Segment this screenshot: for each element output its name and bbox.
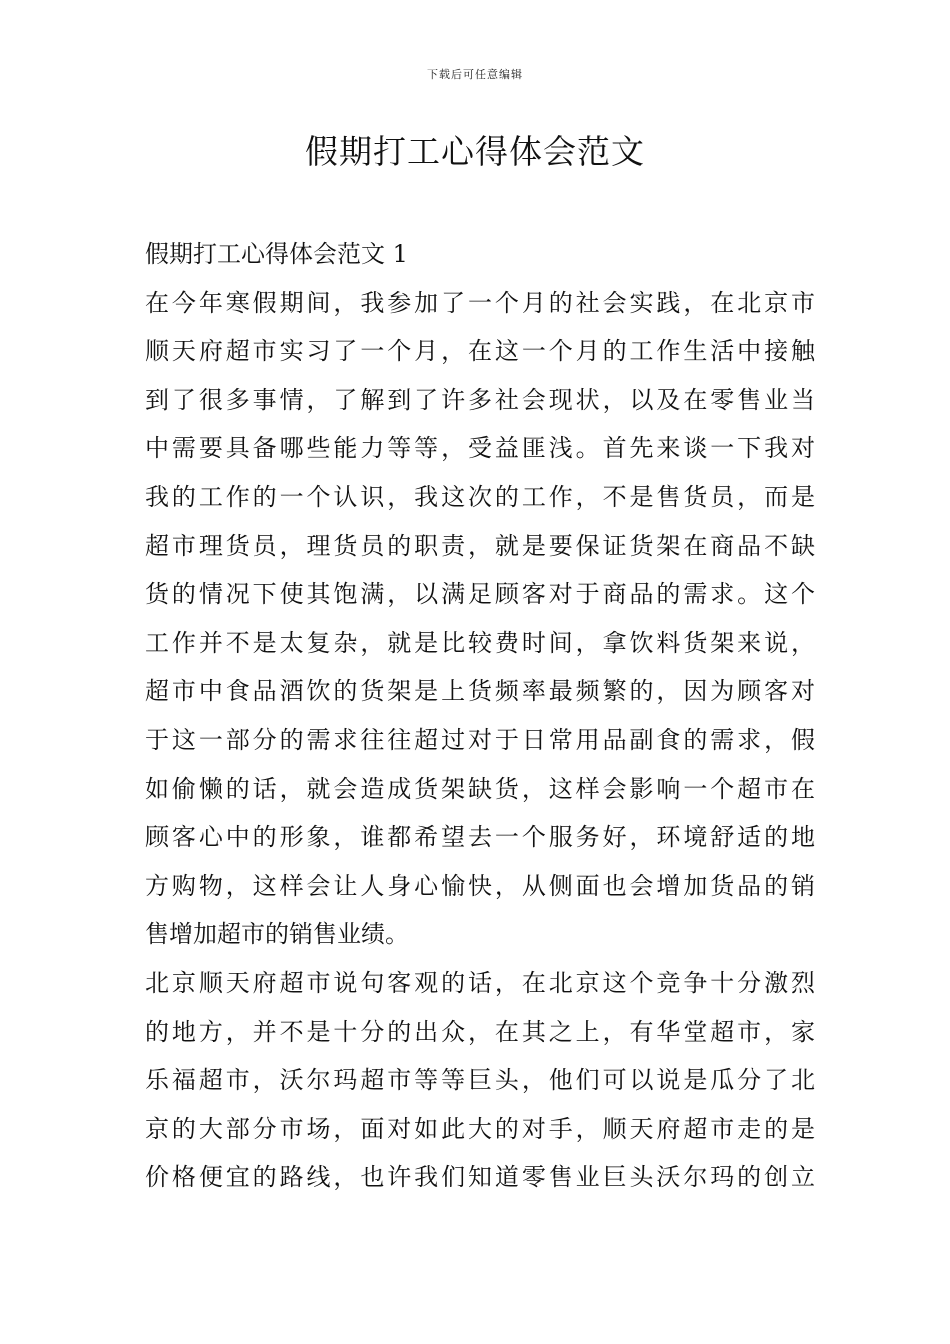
document-title: 假期打工心得体会范文 <box>305 132 645 171</box>
text-line: 的地方，并不是十分的出众，在其之上，有华堂超市，家 <box>145 1017 815 1046</box>
text-line: 超市理货员，理货员的职责，就是要保证货架在商品不缺 <box>145 531 815 560</box>
text-line: 售增加超市的销售业绩。 <box>145 920 409 949</box>
text-line: 在今年寒假期间，我参加了一个月的社会实践，在北京市 <box>145 288 815 317</box>
text-line: 我的工作的一个认识，我这次的工作，不是售货员，而是 <box>145 482 815 511</box>
text-line: 顾客心中的形象，谁都希望去一个服务好，环境舒适的地 <box>145 823 815 852</box>
text-line: 京的大部分市场，面对如此大的对手，顺天府超市走的是 <box>145 1114 815 1143</box>
text-line: 货的情况下使其饱满，以满足顾客对于商品的需求。这个 <box>145 580 815 609</box>
text-line: 顺天府超市实习了一个月，在这一个月的工作生活中接触 <box>145 337 815 366</box>
text-line: 于这一部分的需求往往超过对于日常用品副食的需求，假 <box>145 725 815 754</box>
paragraph-2 <box>145 959 815 1202</box>
document-body <box>145 230 815 1202</box>
text-line: 如偷懒的话，就会造成货架缺货，这样会影响一个超市在 <box>145 774 815 803</box>
header-note: 下载后可任意编辑 <box>427 68 523 81</box>
text-line: 超市中食品酒饮的货架是上货频率最频繁的，因为顾客对 <box>145 677 815 706</box>
text-line: 工作并不是太复杂，就是比较费时间，拿饮料货架来说， <box>145 628 815 657</box>
text-line: 北京顺天府超市说句客观的话，在北京这个竞争十分激烈 <box>145 968 815 997</box>
section-heading: 假期打工心得体会范文 1 <box>145 240 408 268</box>
text-line: 乐福超市，沃尔玛超市等等巨头，他们可以说是瓜分了北 <box>145 1066 815 1095</box>
text-line: 中需要具备哪些能力等等，受益匪浅。首先来谈一下我对 <box>145 434 815 463</box>
text-line: 价格便宜的路线，也许我们知道零售业巨头沃尔玛的创立 <box>145 1163 815 1192</box>
text-line: 方购物，这样会让人身心愉快，从侧面也会增加货品的销 <box>145 871 815 900</box>
paragraph-1 <box>145 279 815 959</box>
text-line: 到了很多事情，了解到了许多社会现状，以及在零售业当 <box>145 385 815 414</box>
